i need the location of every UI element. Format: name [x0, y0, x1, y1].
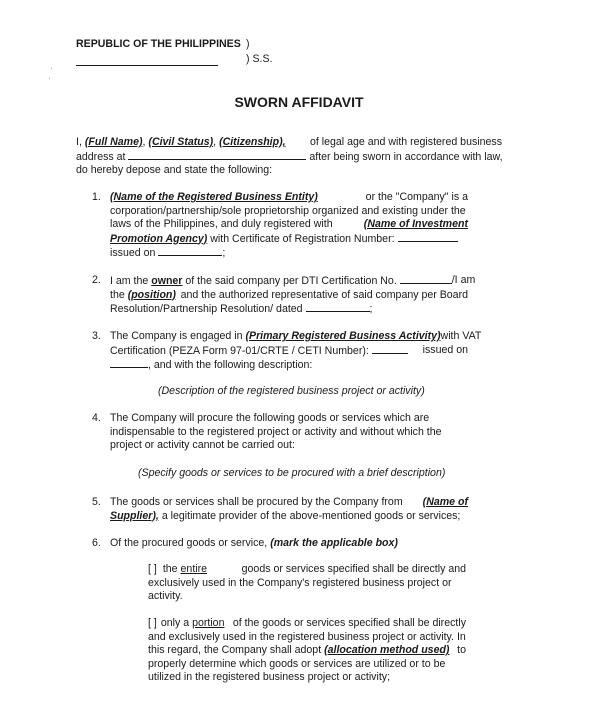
item3-text: with VAT	[440, 330, 482, 342]
item4-text: indispensable to the registered project or activity and without which the	[110, 425, 442, 438]
allocation-method-field[interactable]: (allocation method used)	[324, 644, 450, 656]
item2-text: the	[110, 288, 125, 301]
supplier-field-b[interactable]: Supplier),	[110, 509, 159, 522]
item-2	[92, 274, 476, 318]
item4-text: The Company will procure the following goods or services which are	[110, 412, 430, 424]
project-description-placeholder[interactable]: (Description of the registered business project or activity)	[158, 385, 425, 397]
semicolon: ;	[222, 247, 226, 259]
scan-mark: ·	[50, 63, 53, 73]
goods-description-placeholder[interactable]: (Specify goods or services to be procured with a brief description)	[138, 467, 446, 479]
item2-text: Resolution/Partnership Resolution/ dated	[110, 303, 303, 315]
option-text: only a	[160, 617, 190, 629]
option-text: activity.	[148, 590, 183, 602]
country-heading: REPUBLIC OF THE PHILIPPINES	[76, 38, 241, 50]
mark-box-instruction: (mark the applicable box)	[270, 537, 398, 549]
item3-text: Certification (PEZA Form 97-01/CRTE / CETI Number):	[110, 344, 369, 357]
item5-text: The goods or services shall be procured by the Company from	[110, 496, 403, 508]
item1-line1-rest: or the "Company" is a	[365, 191, 468, 203]
address-at-label: address at	[76, 150, 126, 163]
position-field[interactable]: (position)	[127, 288, 176, 301]
option-text: of the goods or services specified shall be directly	[232, 617, 466, 629]
registered-entity-field[interactable]: (Name of the Registered Business Entity)	[110, 191, 318, 203]
ss-label: ) S.S.	[246, 53, 273, 65]
item2-text: of the said company per DTI Certification No.	[185, 275, 397, 287]
item-4	[92, 412, 468, 456]
item3-text: issued on	[422, 343, 468, 356]
item-number: 1.	[92, 191, 101, 203]
venue-blank-line[interactable]	[76, 56, 218, 66]
civil-status-field[interactable]: (Civil Status)	[148, 136, 214, 148]
agency-field-b[interactable]: Promotion Agency)	[110, 232, 208, 245]
item6-text: Of the procured goods or service,	[110, 537, 268, 549]
activity-field[interactable]: (Primary Registered Business Activity)	[245, 330, 441, 342]
item-number: 3.	[92, 330, 101, 342]
document-title: SWORN AFFIDAVIT	[234, 94, 364, 110]
intro-line1-rest: of legal age and with registered business	[310, 136, 502, 148]
resolution-date-blank[interactable]	[306, 302, 370, 312]
agency-field-a[interactable]: (Name of Investment	[363, 218, 468, 230]
option-entire	[148, 563, 466, 604]
item2-text: I am the	[110, 275, 149, 287]
item-number: 6.	[92, 537, 101, 549]
item4-text: project or activity cannot be carried out:	[110, 439, 295, 451]
registration-number-blank[interactable]	[398, 232, 458, 242]
option-text: goods or services specified shall be directly and	[241, 563, 466, 575]
item-3	[92, 330, 482, 374]
item1-line2: corporation/partnership/sole proprietorship organized and existing under the	[110, 204, 466, 217]
intro-paragraph	[76, 136, 502, 178]
option-text: this regard, the Company shall adopt	[148, 644, 322, 656]
item-number: 5.	[92, 496, 101, 508]
owner-text: owner	[151, 275, 183, 287]
option-text: to	[457, 644, 466, 656]
item-1	[92, 191, 468, 261]
dti-number-blank[interactable]	[400, 274, 452, 284]
issued-date-blank[interactable]	[158, 246, 222, 256]
supplier-field-a[interactable]: (Name of	[422, 496, 468, 508]
semicolon: ;	[369, 303, 373, 315]
intro-line-1: I, (Full Name), (Civil Status), (Citizenship), of legal age and with registered business	[76, 136, 502, 148]
option-text: properly determine which goods or services are utilized or to be	[148, 657, 446, 670]
option-text: utilized in the registered business project or activity;	[148, 671, 391, 683]
option-portion	[148, 617, 466, 685]
option-text: exclusively used in the Company's registered business project or	[148, 576, 452, 589]
full-name-field[interactable]: (Full Name)	[84, 136, 143, 148]
checkbox-portion[interactable]: [ ]	[148, 617, 157, 629]
entire-text: entire	[180, 563, 208, 575]
item1-line4: with Certificate of Registration Number:	[210, 232, 395, 245]
vat-issued-date-blank[interactable]	[110, 358, 148, 368]
option-text: the	[162, 563, 178, 575]
scan-mark: ·	[48, 73, 51, 83]
checkbox-entire[interactable]: [ ]	[148, 563, 157, 575]
address-blank[interactable]	[128, 150, 306, 160]
issued-on-label: issued on	[110, 247, 156, 259]
vat-cert-blank[interactable]	[372, 344, 408, 354]
item-number: 4.	[92, 412, 101, 424]
after-sworn-text: after being sworn in accordance with law,	[309, 150, 503, 163]
item-6	[92, 537, 468, 553]
venue-paren: )	[246, 38, 250, 50]
item2-text: and the authorized representative of said company per Board	[180, 288, 468, 301]
portion-text: portion	[192, 617, 225, 629]
item2-text: /I am	[451, 274, 476, 286]
citizenship-field[interactable]: (Citizenship),	[219, 136, 286, 148]
item5-text: a legitimate provider of the above-mentioned goods or services;	[161, 509, 461, 522]
option-text: and exclusively used in the registered business project or activity. In	[148, 630, 466, 643]
intro-line-2	[76, 150, 502, 165]
item-5	[92, 496, 468, 526]
item1-line3: laws of the Philippines, and duly registered with	[110, 218, 333, 230]
item3-text: The Company is engaged in	[110, 330, 243, 342]
item-number: 2.	[92, 274, 101, 286]
item3-text: , and with the following description:	[148, 359, 313, 371]
intro-line-3: do hereby depose and state the following:	[76, 164, 273, 176]
intro-i: I,	[76, 136, 82, 148]
